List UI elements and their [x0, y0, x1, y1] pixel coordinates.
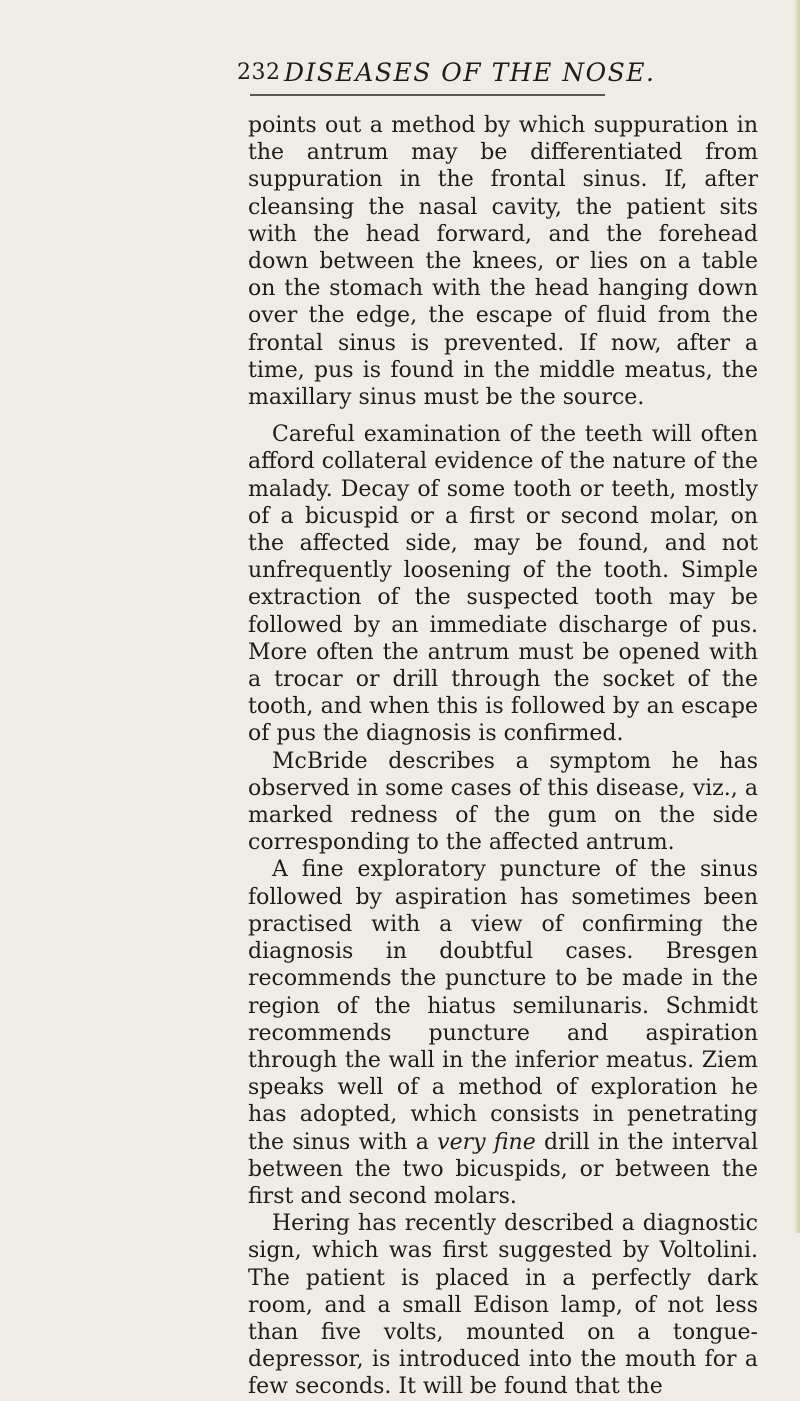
emphasis-very-fine: very fine: [437, 1129, 536, 1155]
page-edge-shadow: [794, 0, 800, 1233]
body-text: [248, 112, 758, 1401]
page-number: 232: [237, 60, 281, 85]
running-title: DISEASES OF THE NOSE.: [284, 58, 656, 87]
header-rule: [250, 94, 605, 96]
paragraph-text-part: A fine exploratory puncture of the sinus followed by aspiration has sometimes been practised with a view of confirming the diagnosis in doubtful cases. Bresgen recommends the puncture to be made in the region of the hiatus semilunaris. Schmidt recommends puncture and aspiration through the wall in the inferior meatus. Ziem speaks well of a method of exploration he has adopted, which consists in penetrating the sinus with a: [248, 857, 758, 1155]
paragraph-mcbride: McBride describes a symptom he has observed in some cases of this disease, viz., a marked redness of the gum on the side corresponding to the affected antrum.: [248, 748, 758, 856]
paragraph-hering: Hering has recently described a diagnostic sign, which was first suggested by Voltolini. The patient is placed in a perfectly dark room, and a small Edison lamp, of not less than five volts, mounted on a tongue-depressor, is introduced into the mouth for a few seconds. It will be found that the: [248, 1211, 758, 1400]
paragraph-text-part: drill in the interval between the two bicuspids, or between the first and second molars.: [248, 1129, 759, 1209]
paragraph-continued: points out a method by which suppuration in the antrum may be differentiated from suppuration in the frontal sinus. If, after cleansing the nasal cavity, the patient sits with the head forward, and the forehead down between the knees, or lies on a table on the stomach with the head hanging down over the edge, the escape of fluid from the frontal sinus is prevented. If now, after a time, pus is found in the middle meatus, the maxillary sinus must be the source.: [248, 113, 758, 411]
paragraph-exploratory-puncture: [248, 856, 758, 1210]
paragraph-teeth-examination: Careful examination of the teeth will often afford collateral evidence of the nature of the malady. Decay of some tooth or teeth, mostly of a bicuspid or a first or second molar, on the affected side, may be found, and not unfrequently loosening of the tooth. Simple extraction of the suspected tooth may be followed by an immediate discharge of pus. More often the antrum must be opened with a trocar or drill through the socket of the tooth, and when this is followed by an escape of pus the diagnosis is confirmed.: [248, 422, 758, 747]
